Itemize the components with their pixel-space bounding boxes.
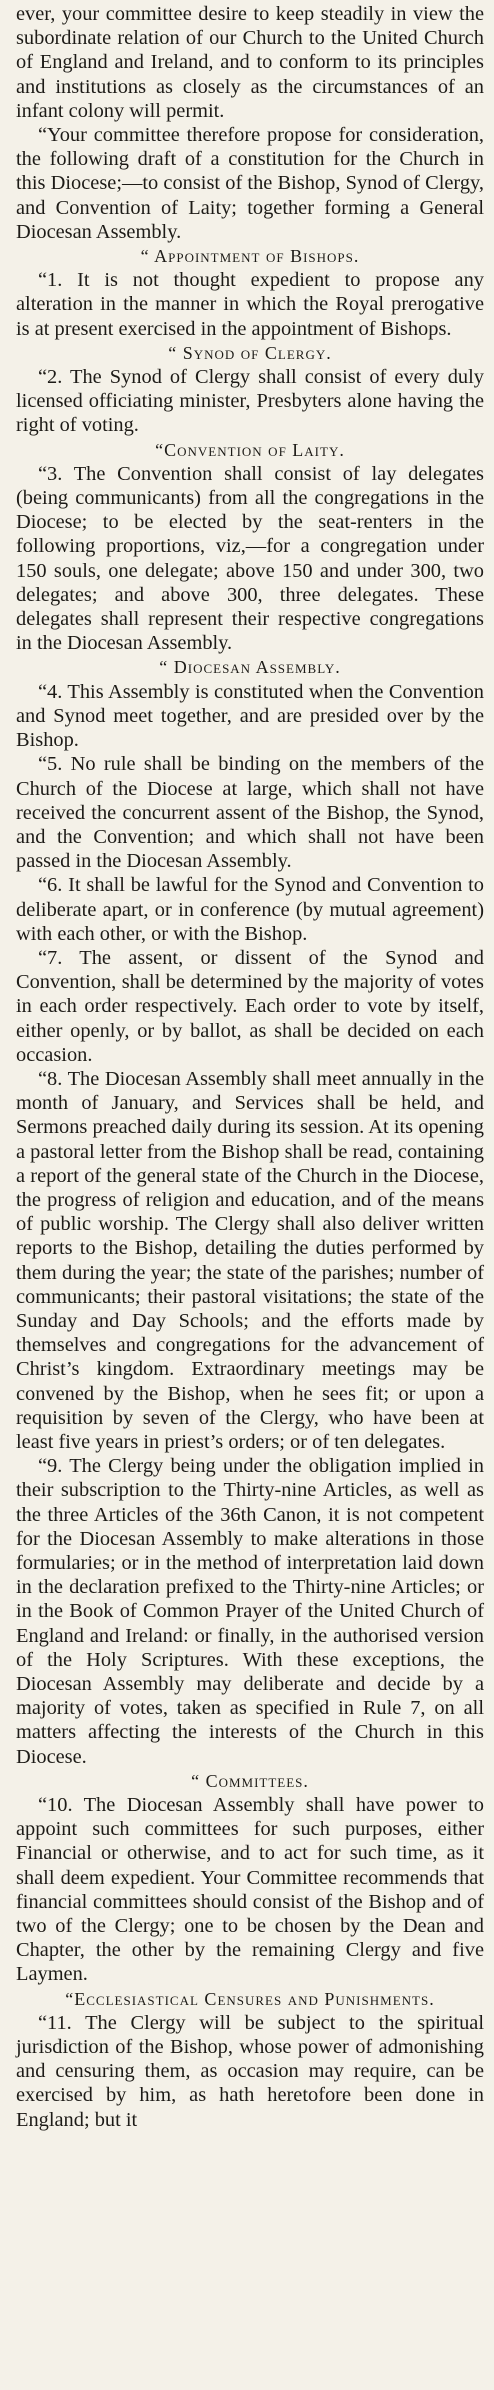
paragraph: ever, your committee desire to keep steadily in view the subordinate relation of our Church to the United Church of England and Ireland, and to conform to its principles and institutions as closely as the circumstances of an infant colony will permit. — [16, 3, 484, 122]
section-heading: “Convention of Laity. — [155, 439, 345, 460]
paragraph: “11. The Clergy will be subject to the spiritual jurisdiction of the Bishop, whose power of admonishing and censuring them, as occasion may require, can be exercised by him, as hath heretofore been done in England; but it — [16, 2011, 484, 2131]
section-heading: “ Committees. — [191, 1770, 309, 1791]
paragraph: “7. The assent, or dissent of the Synod and Convention, shall be determined by the majority of votes in each order respectively. Each order to vote by itself, either openly, or by ballot, as shall be decided on each occasion. — [16, 946, 484, 1066]
paragraph: “6. It shall be lawful for the Synod and Convention to deliberate apart, or in conference (by mutual agreement) with each other, or with the Bishop. — [16, 874, 484, 945]
section-heading: “ Synod of Clergy. — [168, 342, 332, 363]
section-heading: “ Diocesan Assembly. — [159, 657, 341, 678]
paragraph: “10. The Diocesan Assembly shall have power to appoint such committees for such purposes, either Financial or otherwise, and to act for such time, as it shall deem expedient. Your Committee recommends that financial committees should consist of the Bishop and of two of the Clergy; one to be chosen by the Dean and Chapter, the other by the remaining Clergy and five Laymen. — [16, 1794, 484, 1986]
paragraph: “5. No rule shall be binding on the members of the Church of the Diocese at large, which shall not have received the concurrent assent of the Bishop, the Synod, and the Convention; and which shall not have been passed in the Diocesan Assembly. — [16, 753, 484, 873]
paragraph: “1. It is not thought expedient to propose any alteration in the manner in which the Royal prerogative is at present exercised in the appointment of Bishops. — [16, 269, 484, 340]
paragraph: “4. This Assembly is constituted when the Convention and Synod meet together, and are presided over by the Bishop. — [16, 680, 484, 752]
paragraph: “9. The Clergy being under the obligation implied in their subscription to the Thirty-nine Articles, as well as the three Articles of the 36th Canon, it is not competent for the Diocesan Assembly to make alterations in those formularies; or in the method of interpretation laid down in the declaration prefixed to the Thirty-nine Articles; or in the Book of Common Prayer of the United Church of England and Ireland: or finally, in the authorised version of the Holy Scriptures. With these exceptions, the Diocesan Assembly may deliberate and decide by a majority of votes, taken as specified in Rule 7, on all matters affecting the interests of the Church in this Diocese. — [16, 1455, 484, 1768]
paragraph: “8. The Diocesan Assembly shall meet annually in the month of January, and Services shall be held, and Sermons preached daily during its session. At its opening a pastoral letter from the Bishop shall be read, containing a report of the general state of the Church in the Diocese, the progress of religion and education, and of the means of public worship. The Clergy shall also deliver written reports to the Bishop, detailing the duties performed by them during the year; the state of the parishes; number of communicants; their pastoral visitations; the state of the Sunday and Day Schools; and the efforts made by themselves and congregations for the advancement of Christ’s kingdom. Extraordinary meetings may be convened by the Bishop, when he sees fit; or upon a requisition by seven of the Clergy, who have been at least five years in priest’s orders; or of ten delegates. — [16, 1067, 484, 1453]
paragraph: “3. The Convention shall consist of lay delegates (being communicants) from all the congregations in the Diocese; to be elected by the seat-renters in the following proportions, viz,—for a congregation under 150 souls, one delegate; above 150 and under 300, two delegates; and above 300, three delegates. These delegates shall represent their respective congregations in the Diocesan Assembly. — [16, 462, 484, 655]
paragraph: “2. The Synod of Clergy shall consist of every duly licensed officiating minister, Presbyters alone having the right of voting. — [16, 366, 484, 437]
section-heading: “Ecclesiastical Censures and Punishments. — [65, 1988, 435, 2009]
paragraph: “Your committee therefore propose for consideration, the following draft of a constitution for the Church in this Diocese;—to consist of the Bishop, Synod of Clergy, and Convention of Laity; together forming a General Diocesan Assembly. — [16, 124, 484, 243]
section-heading: “ Appointment of Bishops. — [140, 246, 360, 267]
